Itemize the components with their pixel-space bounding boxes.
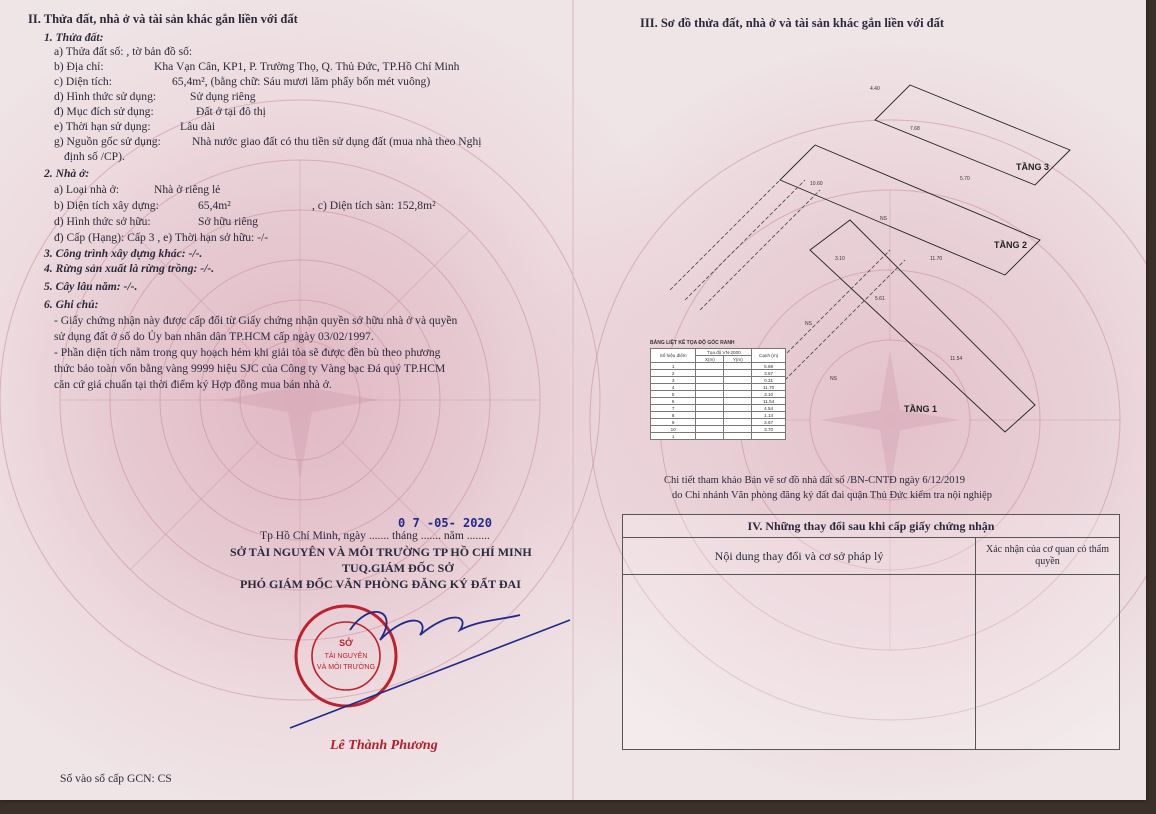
area-value: 65,4m², (bằng chữ: Sáu mươi lăm phẩy bốn mét vuông) [172, 75, 431, 88]
svg-text:10.60: 10.60 [810, 181, 823, 187]
svg-text:5.61: 5.61 [875, 296, 885, 302]
handwritten-signature [280, 590, 580, 730]
coord-header-x: X(m) [696, 356, 724, 363]
grade-term: đ) Cấp (Hạng): Cấp 3 , e) Thời hạn sở hữu: -/- [54, 231, 269, 244]
point-id: 1 [651, 363, 696, 370]
edge-length [752, 433, 786, 440]
address-value: Kha Vạn Cân, KP1, P. Trường Thọ, Q. Thủ Đức, TP.Hồ Chí Minh [154, 60, 460, 73]
floor-3-label: TẦNG 3 [1016, 162, 1050, 172]
note-1-line-2: sử dụng đất ở số do Ủy ban nhân dân TP.HCM cấp ngày 03/02/1997. [54, 330, 374, 343]
use-form-value: Sử dụng riêng [190, 90, 256, 103]
build-area-value: 65,4m² [198, 199, 231, 212]
table-row [651, 405, 786, 412]
point-id: 2 [651, 370, 696, 377]
changes-table-body [623, 575, 1119, 749]
ownership-label: d) Hình thức sở hữu: [54, 215, 151, 228]
point-id: 6 [651, 398, 696, 405]
table-row [651, 363, 786, 370]
tuq-line: TUQ.GIÁM ĐỐC SỞ [342, 561, 454, 575]
point-id: 9 [651, 419, 696, 426]
table-row [651, 384, 786, 391]
note-2-line-3: căn cứ giá chuẩn tại thời điểm ký Hợp đồng mua bán nhà ở. [54, 378, 332, 391]
use-purpose-value: Đất ở tại đô thị [196, 105, 266, 118]
use-purpose-label: đ) Mục đích sử dụng: [54, 105, 154, 118]
signer-role: PHÓ GIÁM ĐỐC VĂN PHÒNG ĐĂNG KÝ ĐẤT ĐAI [240, 577, 521, 591]
svg-text:11.54: 11.54 [950, 356, 963, 362]
house-type-value: Nhà ở riêng lẻ [154, 183, 221, 196]
point-id: 4 [651, 384, 696, 391]
build-area-label: b) Diện tích xây dựng: [54, 199, 159, 212]
point-id: 3 [651, 377, 696, 384]
date-line: Tp Hồ Chí Minh, ngày ....... tháng ....... năm ........ [260, 529, 490, 542]
forest: 4. Rừng sản xuất là rừng trồng: -/-. [44, 262, 215, 275]
table-row [651, 370, 786, 377]
diagram-note-1: Chi tiết tham khảo Bản vẽ sơ đồ nhà đất số /BN-CNTĐ ngày 6/12/2019 [664, 475, 965, 486]
floor-2-outline [780, 145, 1040, 275]
svg-text:NS: NS [830, 376, 837, 382]
edge-length: 3.67 [752, 370, 786, 377]
authority-confirm-cell [976, 575, 1119, 749]
address-label: b) Địa chỉ: [54, 60, 104, 73]
origin-label: g) Nguồn gốc sử dụng: [54, 135, 161, 148]
origin-value-2: định số /CP). [64, 150, 125, 163]
table-row [651, 398, 786, 405]
floor-1-label: TẦNG 1 [904, 404, 938, 414]
svg-text:5.70: 5.70 [960, 176, 970, 182]
coord-header-edge: Cạnh (m) [752, 349, 786, 363]
floor-2-label: TẦNG 2 [994, 240, 1028, 250]
coordinate-table-title: BẢNG LIỆT KÊ TỌA ĐỘ GÓC RANH [650, 340, 735, 346]
svg-text:VÀ MÔI TRƯỜNG: VÀ MÔI TRƯỜNG [316, 664, 376, 671]
point-id: 5 [651, 391, 696, 398]
section-4-title: IV. Những thay đổi sau khi cấp giấy chứng nhận [623, 515, 1119, 538]
edge-length: 5.68 [752, 363, 786, 370]
svg-text:NS: NS [880, 216, 887, 222]
edge-length: 4.54 [752, 405, 786, 412]
edge-length: 3.10 [752, 391, 786, 398]
diagram-note-2: do Chi nhánh Văn phòng đăng ký đất đai quận Thủ Đức kiểm tra nội nghiệp [672, 490, 992, 501]
land-heading: 1. Thửa đất: [44, 31, 104, 44]
svg-text:4.40: 4.40 [870, 86, 880, 92]
use-form-label: d) Hình thức sử dụng: [54, 90, 157, 103]
table-row [651, 433, 786, 440]
change-content-header: Nội dung thay đổi và cơ sở pháp lý [623, 538, 976, 574]
use-term-label: e) Thời hạn sử dụng: [54, 120, 151, 133]
book-number: Số vào sổ cấp GCN: CS [60, 772, 172, 785]
point-id: 10 [651, 426, 696, 433]
coord-header-point: Số hiệu điểm [651, 349, 696, 363]
svg-text:SỞ: SỞ [339, 638, 353, 648]
house-heading: 2. Nhà ở: [44, 167, 90, 180]
floor-1-outline [810, 220, 1035, 432]
coordinate-table [650, 340, 786, 440]
edge-length: 11.54 [752, 398, 786, 405]
svg-text:3.10: 3.10 [835, 256, 845, 262]
floor-area: , c) Diện tích sàn: 152,8m² [312, 199, 436, 212]
origin-value: Nhà nước giao đất có thu tiền sử dụng đất (mua nhà theo Nghị [192, 135, 482, 148]
note-2-line-2: thức bảo toàn vốn bằng vàng 9999 hiệu SJC của Công ty Vàng bạc Đá quý TP.HCM [54, 362, 446, 375]
signer-name: Lê Thành Phương [330, 738, 438, 753]
edge-length: 3.70 [752, 426, 786, 433]
edge-length: 1.14 [752, 412, 786, 419]
changes-table [622, 514, 1120, 750]
notes-heading: 6. Ghi chú: [44, 298, 99, 311]
ownership-value: Sở hữu riêng [198, 215, 259, 228]
note-2-line-1: - Phần diện tích nằm trong quy hoạch hẻm khi giải tỏa sẽ được đền bù theo phương [54, 346, 441, 359]
edge-length: 3.67 [752, 419, 786, 426]
area-label: c) Diện tích: [54, 75, 112, 88]
point-id: 1 [651, 433, 696, 440]
svg-text:NS: NS [805, 321, 812, 327]
land-parcel: a) Thửa đất số: , tờ bản đồ số: [54, 45, 193, 58]
changes-table-header [623, 538, 1119, 575]
table-row [651, 426, 786, 433]
authority-confirm-header: Xác nhận của cơ quan có thẩm quyền [985, 544, 1109, 567]
note-1-line-1: - Giấy chứng nhận này được cấp đổi từ Giấy chứng nhận quyền sở hữu nhà ở và quyền [54, 314, 458, 327]
edge-length: 0.31 [752, 377, 786, 384]
table-row [651, 419, 786, 426]
point-id: 8 [651, 412, 696, 419]
svg-text:11.70: 11.70 [930, 256, 943, 262]
edge-length: 11.70 [752, 384, 786, 391]
coord-header-y: Y(m) [724, 356, 752, 363]
section-3-title: III. Sơ đồ thửa đất, nhà ở và tài sản khác gắn liền với đất [640, 16, 945, 30]
date-stamp: 0 7 -05- 2020 [398, 516, 492, 530]
coord-header-xy: Tọa độ VN-2000 [696, 349, 752, 356]
issuing-org: SỞ TÀI NGUYÊN VÀ MÔI TRƯỜNG TP HỒ CHÍ MINH [230, 545, 532, 559]
perennial: 5. Cây lâu năm: -/-. [44, 280, 138, 293]
point-id: 7 [651, 405, 696, 412]
section-2-title: II. Thửa đất, nhà ở và tài sản khác gắn liền với đất [28, 12, 298, 26]
house-type-label: a) Loại nhà ở: [54, 183, 120, 196]
change-content-cell [623, 575, 976, 749]
table-row [651, 377, 786, 384]
table-row [651, 412, 786, 419]
use-term-value: Lâu dài [180, 120, 216, 133]
table-row [651, 391, 786, 398]
svg-text:TÀI NGUYÊN: TÀI NGUYÊN [324, 653, 368, 660]
svg-text:7.68: 7.68 [910, 126, 920, 132]
other-works: 3. Công trình xây dựng khác: -/-. [44, 247, 203, 260]
